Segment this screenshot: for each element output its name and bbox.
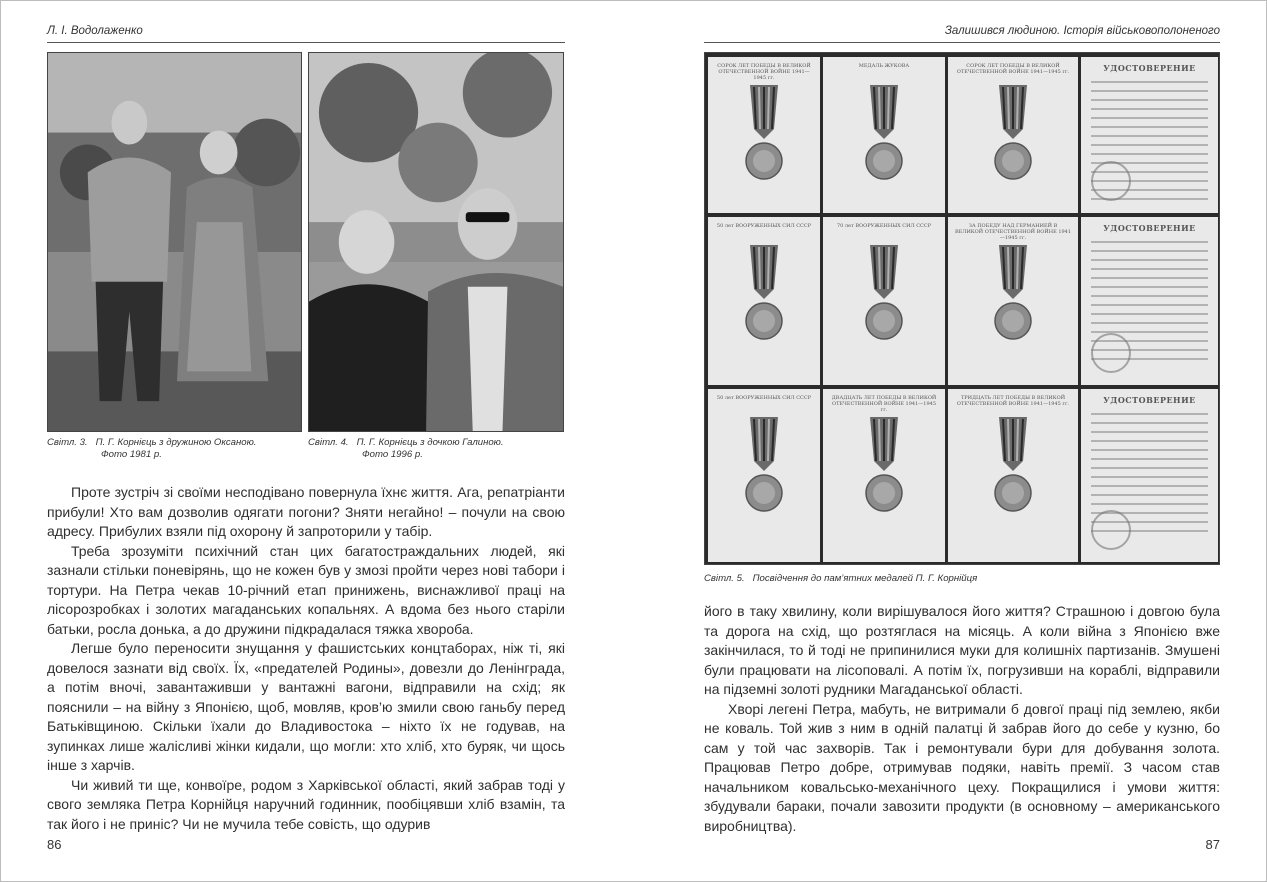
certificate-card bbox=[1081, 389, 1218, 562]
stamp-icon bbox=[1091, 161, 1131, 201]
photo-father-daughter bbox=[308, 52, 564, 432]
photo-couple bbox=[47, 52, 302, 432]
certificate-text-line bbox=[1091, 135, 1208, 137]
caption-photo-5 bbox=[704, 573, 1220, 585]
certificate-card bbox=[708, 389, 820, 562]
certificate-text-line bbox=[1091, 458, 1208, 460]
certificate-card bbox=[1081, 217, 1218, 385]
certificate-text-line bbox=[1091, 295, 1208, 297]
certificate-text-line bbox=[1091, 449, 1208, 451]
certificate-card bbox=[708, 217, 820, 385]
header-rule-right bbox=[704, 42, 1220, 43]
certificate-card bbox=[823, 217, 945, 385]
certificate-card bbox=[948, 217, 1078, 385]
certificate-text-line bbox=[1091, 431, 1208, 433]
certificate-text-line bbox=[1091, 304, 1208, 306]
certificate-card bbox=[948, 389, 1078, 562]
certificate-text-line bbox=[1091, 503, 1208, 505]
certificate-text-line bbox=[1091, 322, 1208, 324]
certificate-text-line bbox=[1091, 413, 1208, 415]
certificate-title: 70 лет ВООРУЖЕННЫХ СИЛ СССР bbox=[836, 223, 932, 229]
running-head-right: Залишився людиною. Історія військовополоненого bbox=[944, 25, 1220, 37]
left-paragraph-2: Треба зрозуміти психічний стан цих багатостраждальних людей, які зазнали стільки поневірянь, що не кожен був у змозі пройти через нові табори і тортури. На Петра чекав 10-річний етап принижень, виснажливої праці на лісорозробках і золотих магаданських копальнях. А вдома без нього старіли батьки, росла донька, а до дружини підкрадалася тяжка хвороба. bbox=[47, 542, 565, 637]
right-paragraph-1: його в таку хвилину, коли вирішувалося його життя? Страшною і довгою була та дорога на схід, що розтяглася на місяць. А коли війна з Японією вже закінчилася, то й тоді не припинилися муки для колишніх партизанів. Змушені були працювати на лісоповалі. А потім їх, погрузивши на кораблі, відправили на підземні золоті рудники Магаданської області. bbox=[704, 603, 1220, 697]
caption-photo-4-number: Світл. 4. bbox=[308, 437, 349, 448]
certificate-text-line bbox=[1091, 250, 1208, 252]
certificate-text-line bbox=[1091, 286, 1208, 288]
certificate-title: 50 лет ВООРУЖЕННЫХ СИЛ СССР bbox=[716, 223, 812, 229]
certificate-text-line bbox=[1091, 241, 1208, 243]
certificate-title: УДОСТОВЕРЕНИЕ bbox=[1103, 223, 1196, 233]
photo-medal-certificates bbox=[704, 52, 1220, 565]
stamp-icon bbox=[1091, 333, 1131, 373]
caption-photo-3-text: П. Г. Корнієць з дружиною Оксаною. bbox=[95, 437, 257, 448]
certificate-text-line bbox=[1091, 485, 1208, 487]
medal-icon bbox=[948, 217, 1078, 385]
certificate-card bbox=[823, 389, 945, 562]
medal-icon bbox=[823, 389, 945, 562]
certificate-title: ЗА ПОБЕДУ НАД ГЕРМАНИЕЙ В ВЕЛИКОЙ ОТЕЧЕСТВЕННОЙ ВОЙНЕ 1941—1945 гг. bbox=[954, 223, 1072, 241]
medal-icon bbox=[708, 217, 820, 385]
left-page bbox=[47, 1, 565, 882]
caption-photo-5-text: Посвідчення до пам’ятних медалей П. Г. Корнійця bbox=[752, 573, 978, 584]
caption-photo-4 bbox=[308, 437, 564, 461]
caption-photo-3-number: Світл. 3. bbox=[47, 437, 88, 448]
certificate-text-line bbox=[1091, 108, 1208, 110]
certificate-text-line bbox=[1091, 476, 1208, 478]
certificate-title: ДВАДЦАТЬ ЛЕТ ПОБЕДЫ В ВЕЛИКОЙ ОТЕЧЕСТВЕННОЙ ВОЙНЕ 1941—1945 гг. bbox=[831, 395, 937, 413]
certificate-text-line bbox=[1091, 313, 1208, 315]
certificate-text-line bbox=[1091, 117, 1208, 119]
certificate-title: УДОСТОВЕРЕНИЕ bbox=[1103, 63, 1196, 73]
caption-photo-5-number: Світл. 5. bbox=[704, 573, 745, 584]
certificate-text-line bbox=[1091, 90, 1208, 92]
certificate-text-line bbox=[1091, 81, 1208, 83]
certificate-text-line bbox=[1091, 422, 1208, 424]
caption-photo-4-date: Фото 1996 р. bbox=[362, 449, 423, 460]
certificate-title: СОРОК ЛЕТ ПОБЕДЫ В ВЕЛИКОЙ ОТЕЧЕСТВЕННОЙ ВОЙНЕ 1941—1945 гг. bbox=[956, 63, 1070, 75]
page-number-right: 87 bbox=[1205, 837, 1220, 852]
certificate-text-line bbox=[1091, 153, 1208, 155]
medal-icon bbox=[948, 389, 1078, 562]
caption-photo-3 bbox=[47, 437, 302, 461]
certificate-text-line bbox=[1091, 440, 1208, 442]
stamp-icon bbox=[1091, 510, 1131, 550]
certificate-text-line bbox=[1091, 467, 1208, 469]
left-paragraph-4: Чи живий ти ще, конвоїре, родом з Харківської області, який забрав тоді у свого земляка Петра Корнійця наручний годинник, пообіцявши хліб взамін, та так його і не приніс? Чи не мучила тебе совість, що одурив bbox=[47, 776, 565, 832]
medal-icon bbox=[708, 389, 820, 562]
certificate-title: УДОСТОВЕРЕНИЕ bbox=[1103, 395, 1196, 405]
left-body-text bbox=[47, 483, 565, 834]
certificate-text-line bbox=[1091, 259, 1208, 261]
page-number-left: 86 bbox=[47, 837, 62, 852]
certificate-card bbox=[1081, 57, 1218, 213]
right-paragraph-2: Хворі легені Петра, мабуть, не витримали б довгої праці під землею, якби не коваль. Той жив з ним в одній палатці й забрав його до себе у кузню, бо сам у той час захворів. Так і ремонтували бури для добування золота. Працював Петро добре, отримував подяки, навіть премії. З часом став начальником ковальсько-механічного цеху. Покращилися і умови життя: збудували бараки, почали завозити продукти (в основному – американського виробництва). bbox=[704, 700, 1220, 834]
caption-photo-3-date: Фото 1981 р. bbox=[101, 449, 162, 460]
certificate-text-line bbox=[1091, 277, 1208, 279]
left-paragraph-3: Легше було переносити знущання у фашистських концтаборах, ніж ті, які довелося зазнати від своїх. Їх, «предателей Родины», довезли до Ленінграда, а потім вночі, завантаживши у вантажні вагони, відправили на схід; як пояснили – на війну з Японією, щоб, мовляв, кров’ю змили свою ганьбу перед Батьківщиною. Скільки їхали до Владивостока – ніхто їх не годував, на зупинках лише жалісливі жінки кидали, що могли: хто хліб, хто буряк, чи щось інше з харчів. bbox=[47, 640, 565, 773]
certificate-title: МЕДАЛЬ ЖУКОВА bbox=[858, 63, 910, 69]
right-body-text bbox=[704, 602, 1220, 836]
certificate-title: СОРОК ЛЕТ ПОБЕДЫ В ВЕЛИКОЙ ОТЕЧЕСТВЕННОЙ ВОЙНЕ 1941—1945 гг. bbox=[717, 63, 811, 81]
certificate-text-line bbox=[1091, 494, 1208, 496]
certificate-text-line bbox=[1091, 268, 1208, 270]
running-head-left: Л. І. Водолаженко bbox=[47, 25, 143, 37]
medal-icon bbox=[823, 57, 945, 213]
left-paragraph-1: Проте зустріч зі своїми несподівано повернула їхнє життя. Ага, репатріанти прибули! Хто вам дозволив одягати погони? Зняти негайно! – почули на свою адресу. Прибулих взяли під охорону й запроторили у табір. bbox=[47, 484, 565, 539]
medal-icon bbox=[708, 57, 820, 213]
certificate-card bbox=[948, 57, 1078, 213]
certificate-text-line bbox=[1091, 144, 1208, 146]
certificate-card bbox=[823, 57, 945, 213]
certificate-card bbox=[708, 57, 820, 213]
medal-icon bbox=[823, 217, 945, 385]
medal-icon bbox=[948, 57, 1078, 213]
certificate-text-line bbox=[1091, 126, 1208, 128]
caption-photo-4-text: П. Г. Корнієць з дочкою Галиною. bbox=[356, 437, 504, 448]
certificate-title: ТРИДЦАТЬ ЛЕТ ПОБЕДЫ В ВЕЛИКОЙ ОТЕЧЕСТВЕННОЙ ВОЙНЕ 1941—1945 гг. bbox=[956, 395, 1070, 407]
header-rule-left bbox=[47, 42, 565, 43]
certificate-text-line bbox=[1091, 99, 1208, 101]
certificate-title: 50 лет ВООРУЖЕННЫХ СИЛ СССР bbox=[716, 395, 812, 401]
right-page bbox=[704, 1, 1220, 882]
